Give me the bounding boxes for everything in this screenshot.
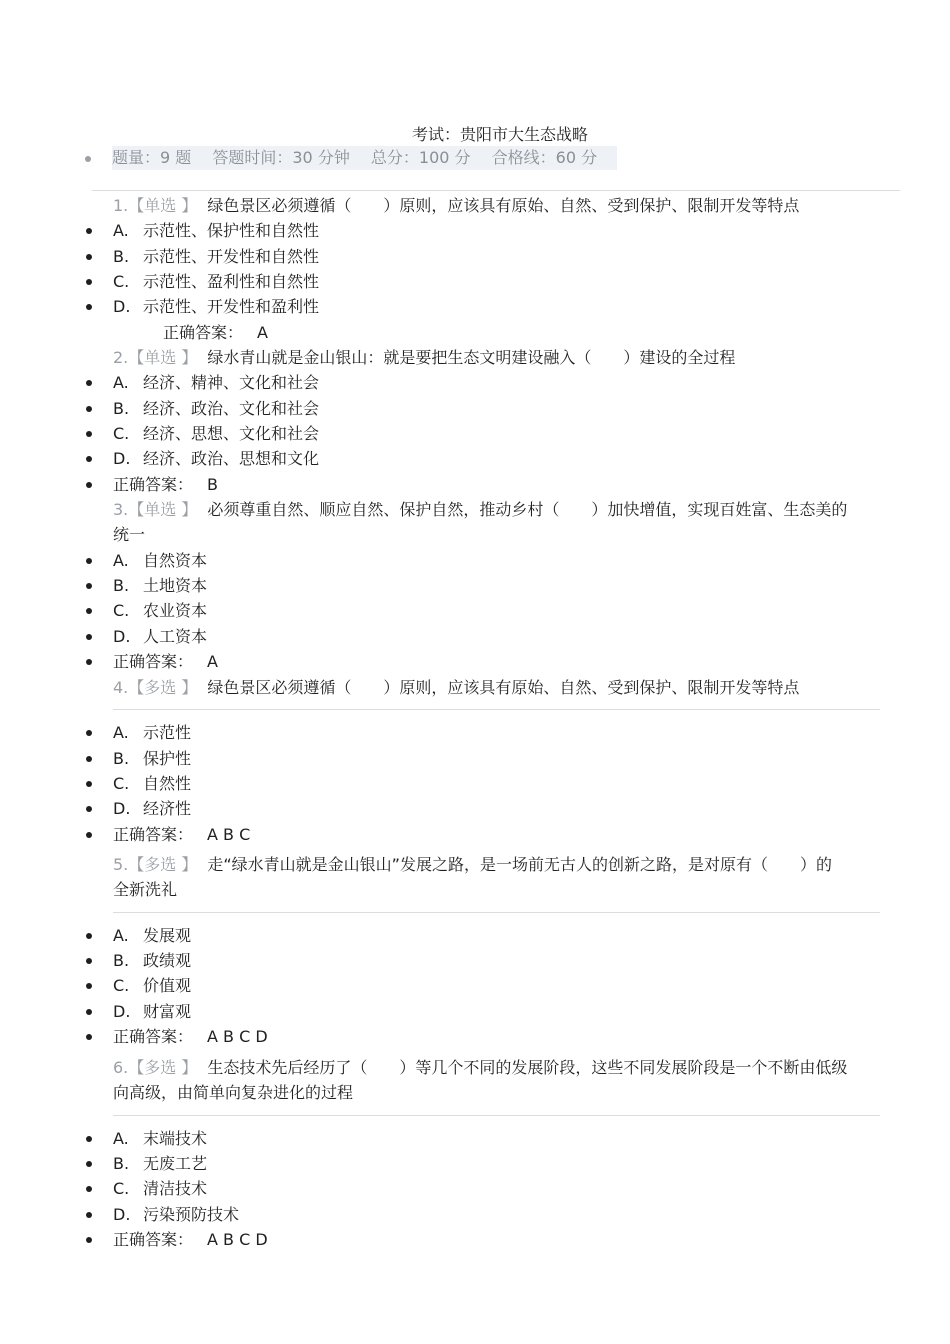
question-type: 【多选 】 [128, 1058, 198, 1077]
question-text [113, 1055, 847, 1080]
answer-time: 答题时间：30 分钟 [212, 148, 350, 167]
option-item[interactable] [113, 923, 191, 948]
question-divider [113, 1115, 880, 1116]
question-stem: 必须尊重自然、顺应自然、保护自然，推动乡村（ ）加快增值，实现百姓富、生态美的 [207, 500, 848, 519]
option-letter: A. [113, 1128, 129, 1148]
meta-bullet [85, 156, 91, 162]
question-text [113, 345, 735, 370]
option-letter: A. [113, 550, 129, 570]
list-bullet [86, 380, 92, 386]
option-item[interactable] [113, 624, 207, 649]
list-bullet [86, 806, 92, 812]
question-number: 3. [113, 500, 129, 519]
question-type: 【多选 】 [128, 855, 198, 874]
option-item[interactable] [113, 746, 191, 771]
question-text-continued: 向高级，由简单向复杂进化的过程 [113, 1083, 354, 1103]
list-bullet [86, 730, 92, 736]
header-divider [92, 190, 900, 191]
option-letter: A. [113, 723, 129, 743]
option-item[interactable] [113, 999, 191, 1024]
option-letter: C. [113, 773, 130, 793]
correct-answer [163, 320, 268, 345]
list-bullet [86, 756, 92, 762]
list-bullet [86, 608, 92, 614]
list-bullet [86, 304, 92, 310]
option-item[interactable] [113, 446, 319, 471]
question-number: 4. [113, 678, 129, 697]
option-item[interactable] [113, 269, 319, 294]
option-item[interactable] [113, 720, 191, 745]
option-text: 示范性、开发性和盈利性 [143, 297, 320, 317]
option-text: 末端技术 [143, 1128, 208, 1148]
answer-value: B [207, 474, 218, 494]
option-letter: D. [113, 799, 131, 819]
option-item[interactable] [113, 370, 319, 395]
answer-label: 正确答案： [113, 474, 194, 494]
option-text: 示范性 [143, 723, 192, 743]
option-item[interactable] [113, 1202, 239, 1227]
question-number: 2. [113, 348, 129, 367]
option-text: 保护性 [143, 748, 192, 768]
option-item[interactable] [113, 548, 207, 573]
option-text: 自然资本 [143, 550, 208, 570]
option-letter: D. [113, 626, 131, 646]
option-text: 污染预防技术 [143, 1204, 240, 1224]
option-letter: C. [113, 423, 130, 443]
option-item[interactable] [113, 573, 207, 598]
question-stem: 绿色景区必须遵循（ ）原则，应该具有原始、自然、受到保护、限制开发等特点 [207, 196, 800, 215]
question-text [113, 852, 832, 877]
answer-value: A [257, 322, 268, 342]
option-text: 示范性、开发性和自然性 [143, 246, 320, 266]
list-bullet [86, 431, 92, 437]
list-bullet [86, 456, 92, 462]
question-type: 【单选 】 [128, 196, 198, 215]
option-item[interactable] [113, 948, 191, 973]
option-item[interactable] [113, 218, 319, 243]
exam-meta-row [112, 146, 617, 170]
option-text: 无废工艺 [143, 1153, 208, 1173]
total-score: 总分：100 分 [370, 148, 471, 167]
option-letter: C. [113, 976, 130, 996]
correct-answer [113, 1227, 268, 1252]
list-bullet [86, 832, 92, 838]
answer-value: A B C D [207, 1229, 268, 1249]
answer-label: 正确答案： [113, 651, 194, 671]
list-bullet [86, 228, 92, 234]
option-letter: C. [113, 271, 130, 291]
question-stem: 走“绿水青山就是金山银山”发展之路，是一场前无古人的创新之路，是对原有（ ）的 [207, 855, 832, 874]
pass-line: 合格线：60 分 [491, 148, 598, 167]
question-text [113, 497, 847, 522]
option-item[interactable] [113, 771, 191, 796]
list-bullet [86, 583, 92, 589]
option-text: 经济、政治、文化和社会 [143, 398, 320, 418]
option-item[interactable] [113, 973, 191, 998]
option-item[interactable] [113, 396, 319, 421]
answer-label: 正确答案： [163, 322, 244, 342]
option-item[interactable] [113, 796, 191, 821]
answer-value: A B C D [207, 1026, 268, 1046]
option-letter: A. [113, 221, 129, 241]
list-bullet [86, 1186, 92, 1192]
option-item[interactable] [113, 598, 207, 623]
correct-answer [113, 822, 250, 847]
question-type: 【单选 】 [128, 500, 198, 519]
option-text: 经济、思想、文化和社会 [143, 423, 320, 443]
list-bullet [86, 958, 92, 964]
list-bullet [86, 983, 92, 989]
list-bullet [86, 1136, 92, 1142]
option-text: 示范性、保护性和自然性 [143, 221, 320, 241]
list-bullet [86, 634, 92, 640]
list-bullet [86, 254, 92, 260]
option-letter: B. [113, 398, 130, 418]
list-bullet [86, 558, 92, 564]
list-bullet [86, 406, 92, 412]
option-letter: B. [113, 748, 130, 768]
option-letter: D. [113, 1204, 131, 1224]
option-letter: B. [113, 1153, 130, 1173]
option-text: 人工资本 [143, 626, 208, 646]
option-text: 政绩观 [143, 950, 192, 970]
question-text [113, 193, 799, 218]
option-item[interactable] [113, 244, 319, 269]
option-item[interactable] [113, 1176, 207, 1201]
exam-title: 考试：贵阳市大生态战略 [411, 125, 588, 144]
list-bullet [86, 482, 92, 488]
question-divider [113, 912, 880, 913]
option-text: 清洁技术 [143, 1179, 208, 1199]
option-text: 土地资本 [143, 575, 208, 595]
answer-value: A B C [207, 824, 251, 844]
list-bullet [86, 279, 92, 285]
option-letter: A. [113, 373, 129, 393]
option-letter: D. [113, 1001, 131, 1021]
option-text: 经济、精神、文化和社会 [143, 373, 320, 393]
option-item[interactable] [113, 294, 319, 319]
option-text: 农业资本 [143, 601, 208, 621]
correct-answer [113, 472, 218, 497]
question-count: 题量：9 题 [112, 148, 192, 167]
list-bullet [86, 1212, 92, 1218]
question-stem: 生态技术先后经历了（ ）等几个不同的发展阶段，这些不同发展阶段是一个不断由低级 [207, 1058, 848, 1077]
option-text: 经济性 [143, 799, 192, 819]
question-type: 【多选 】 [128, 678, 198, 697]
list-bullet [86, 1161, 92, 1167]
correct-answer [113, 649, 218, 674]
option-letter: B. [113, 575, 130, 595]
option-text: 示范性、盈利性和自然性 [143, 271, 320, 291]
question-type: 【单选 】 [128, 348, 198, 367]
list-bullet [86, 1237, 92, 1243]
question-divider [113, 709, 880, 710]
question-number: 5. [113, 855, 129, 874]
option-text: 财富观 [143, 1001, 192, 1021]
question-text-continued: 统一 [113, 525, 146, 545]
answer-label: 正确答案： [113, 824, 194, 844]
answer-value: A [207, 651, 218, 671]
option-text: 价值观 [143, 976, 192, 996]
option-text: 发展观 [143, 925, 192, 945]
option-letter: A. [113, 925, 129, 945]
question-stem: 绿色景区必须遵循（ ）原则，应该具有原始、自然、受到保护、限制开发等特点 [207, 678, 800, 697]
question-text-continued: 全新洗礼 [113, 880, 178, 900]
question-stem: 绿水青山就是金山银山：就是要把生态文明建设融入（ ）建设的全过程 [207, 348, 736, 367]
option-letter: D. [113, 449, 131, 469]
option-letter: B. [113, 950, 130, 970]
list-bullet [86, 781, 92, 787]
option-text: 经济、政治、思想和文化 [143, 449, 320, 469]
list-bullet [86, 659, 92, 665]
option-item[interactable] [113, 1151, 207, 1176]
option-text: 自然性 [143, 773, 192, 793]
option-letter: C. [113, 601, 130, 621]
question-number: 6. [113, 1058, 129, 1077]
option-letter: B. [113, 246, 130, 266]
question-number: 1. [113, 196, 129, 215]
option-letter: D. [113, 297, 131, 317]
list-bullet [86, 933, 92, 939]
answer-label: 正确答案： [113, 1026, 194, 1046]
question-text [113, 675, 799, 700]
option-item[interactable] [113, 421, 319, 446]
option-item[interactable] [113, 1126, 207, 1151]
option-letter: C. [113, 1179, 130, 1199]
list-bullet [86, 1034, 92, 1040]
answer-label: 正确答案： [113, 1229, 194, 1249]
list-bullet [86, 1009, 92, 1015]
correct-answer [113, 1024, 268, 1049]
